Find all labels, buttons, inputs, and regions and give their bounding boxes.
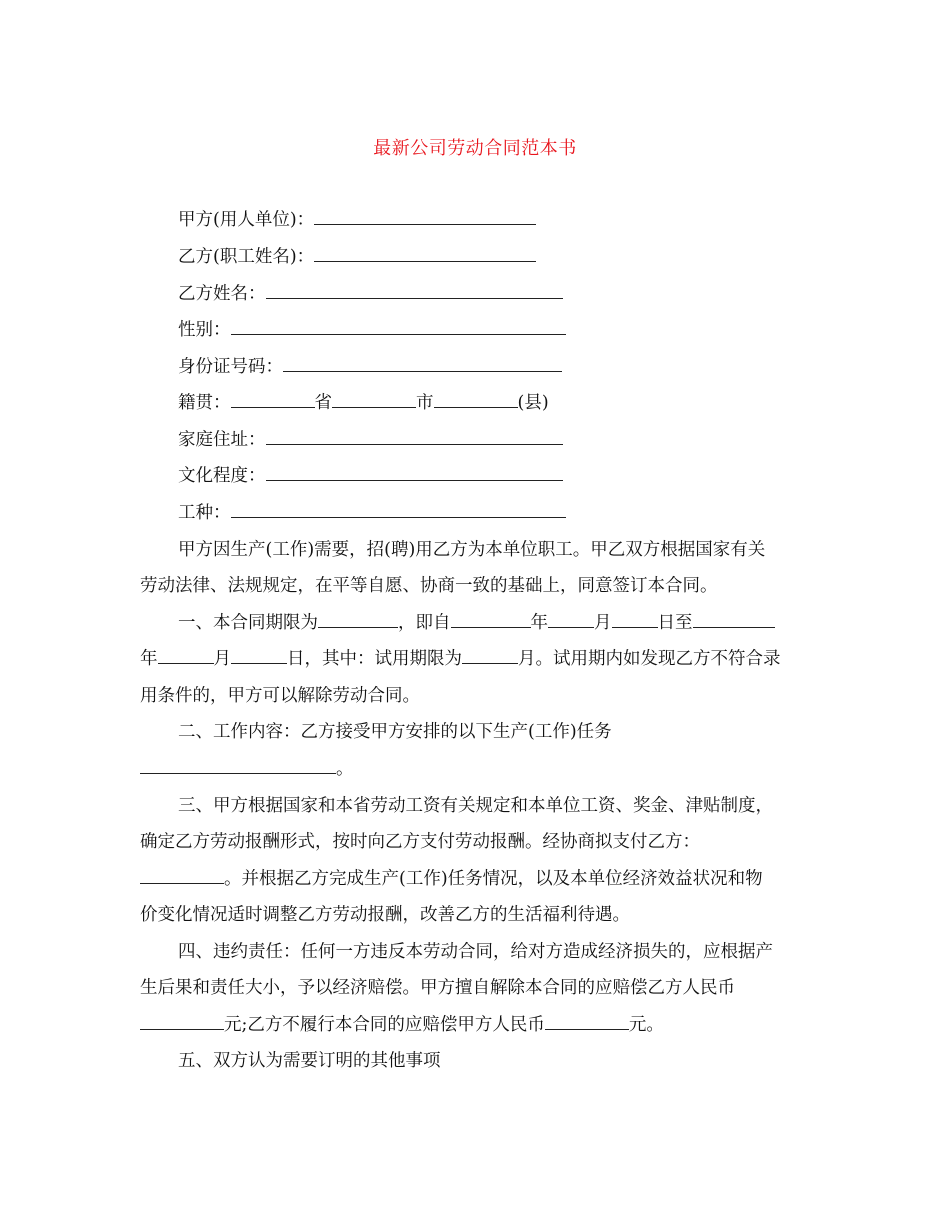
clause1-line-2 [140,647,781,671]
blank-line [332,391,416,408]
blank-line [140,1013,224,1030]
party-a-label: 甲方(用人单位)： [178,210,315,230]
gender-field [178,318,566,342]
native-field [178,391,549,415]
clause4-line-2: 生后果和责任大小，予以经济赔偿。甲方擅自解除本合同的应赔偿乙方人民币 [140,978,735,998]
blank-line [158,647,214,664]
clause5-line-1: 五、双方认为需要订明的其他事项 [178,1051,441,1071]
clause3-line-3-text: 。并根据乙方完成生产(工作)任务情况，以及本单位经济效益状况和物 [224,869,763,889]
clause1-line-1 [178,611,775,635]
native-label: 籍贯： [178,393,231,413]
clause3-line-4: 价变化情况适时调整乙方劳动报酬，改善乙方的生活福利待遇。 [140,905,630,925]
day-to-label: 日至 [657,613,693,633]
county-label: (县) [517,393,549,413]
clause4-line-3 [140,1013,664,1037]
clause3-line-2: 确定乙方劳动报酬形式，按时向乙方支付劳动报酬。经协商拟支付乙方： [140,832,700,852]
intro-line-2: 劳动法律、法规规定，在平等自愿、协商一致的基础上，同意签订本合同。 [140,576,718,596]
blank-line [266,282,563,299]
clause3-line-1: 三、甲方根据国家和本省劳动工资有关规定和本单位工资、奖金、津贴制度， [178,796,773,816]
province-label: 省 [314,393,332,413]
blank-line [451,611,531,628]
blank-line [283,355,562,372]
clause2-line-2 [140,757,354,781]
clause2-line-1: 二、工作内容：乙方接受甲方安排的以下生产(工作)任务 [178,722,612,742]
address-field [178,428,563,452]
name-field [178,282,563,306]
clause1-d: 月。试用期内如发现乙方不符合录 [518,649,781,669]
year-label: 年 [140,649,158,669]
clause4-line-3b: 元。 [628,1015,664,1035]
blank-line [140,867,224,884]
intro-line-1: 甲方因生产(工作)需要，招(聘)用乙方为本单位职工。甲乙双方根据国家有关 [178,540,766,560]
blank-line [140,757,336,774]
blank-line [231,318,566,335]
id-label: 身份证号码： [178,357,283,377]
blank-line [231,391,315,408]
blank-line [462,647,518,664]
city-label: 市 [416,393,434,413]
clause3-line-3 [140,867,763,891]
name-label: 乙方姓名： [178,284,266,304]
year-label: 年 [530,613,548,633]
blank-line [548,611,594,628]
education-field [178,464,563,488]
blank-line [231,647,287,664]
clause4-line-1: 四、违约责任：任何一方违反本劳动合同，给对方造成经济损失的，应根据产 [178,942,773,962]
party-b-label: 乙方(职工姓名)： [178,247,315,267]
blank-line [434,391,518,408]
address-label: 家庭住址： [178,430,266,450]
clause1-line-3: 用条件的，甲方可以解除劳动合同。 [140,686,420,706]
education-label: 文化程度： [178,466,266,486]
clause4-line-3a: 元;乙方不履行本合同的应赔偿甲方人民币 [224,1015,545,1035]
job-field [178,501,566,525]
clause1-a: 一、本合同期限为 [178,613,318,633]
clause2-end: 。 [336,759,354,779]
id-field [178,355,562,379]
gender-label: 性别： [178,320,231,340]
blank-line [266,464,563,481]
blank-line [314,208,536,225]
month-label: 月 [594,613,612,633]
party-b-field [178,245,536,269]
month-label: 月 [213,649,231,669]
blank-line [266,428,563,445]
job-label: 工种： [178,503,231,523]
clause1-b: ，即自 [398,613,451,633]
party-a-field [178,208,536,232]
document-title: 最新公司劳动合同范本书 [373,138,577,159]
blank-line [318,611,398,628]
blank-line [314,245,536,262]
clause1-c: 日，其中：试用期限为 [287,649,462,669]
blank-line [612,611,658,628]
blank-line [693,611,775,628]
blank-line [231,501,566,518]
blank-line [545,1013,629,1030]
